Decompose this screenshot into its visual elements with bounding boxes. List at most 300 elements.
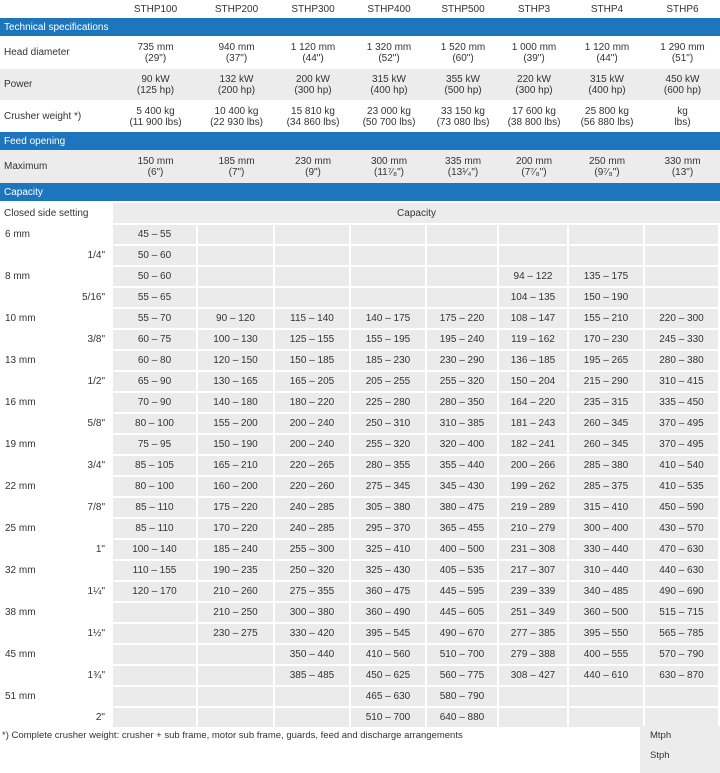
spec-value-line: (11 900 lbs) — [129, 116, 182, 128]
capacity-value: 220 – 260 — [275, 475, 351, 496]
setting-mm: 25 mm — [5, 523, 36, 534]
capacity-value: 104 – 135 — [499, 286, 569, 307]
capacity-row — [0, 496, 720, 517]
capacity-value — [198, 664, 275, 685]
spec-value-line: 1 120 mm — [584, 41, 630, 53]
feed-label: Maximum — [0, 150, 113, 183]
model-header: STHP500 — [441, 3, 485, 15]
spec-value — [351, 36, 427, 68]
setting-mm: 51 mm — [5, 691, 36, 702]
spec-value — [499, 36, 569, 68]
setting-inch: 1/4" — [87, 250, 105, 261]
feed-value-line: (13¹⁄₄") — [447, 166, 479, 178]
setting-mm: 22 mm — [5, 481, 36, 492]
setting-cell — [0, 517, 113, 538]
setting-inch: 5/8" — [87, 418, 105, 429]
spec-value-line: (38 800 lbs) — [507, 116, 561, 128]
capacity-row — [0, 328, 720, 349]
spec-value-line: (51") — [671, 52, 694, 64]
setting-inch: 7/8" — [87, 502, 105, 513]
capacity-value: 175 – 220 — [198, 496, 275, 517]
capacity-value: 200 – 240 — [275, 433, 351, 454]
spec-value — [198, 100, 275, 132]
capacity-value: 285 – 380 — [569, 454, 645, 475]
setting-cell — [0, 433, 113, 454]
capacity-row — [0, 622, 720, 643]
feed-value — [198, 150, 275, 183]
feed-row — [0, 150, 720, 183]
spec-value-line: (125 hp) — [136, 84, 175, 96]
spec-value-line: 10 400 kg — [214, 105, 259, 117]
spec-value-line: (73 080 lbs) — [436, 116, 490, 128]
feed-value — [351, 150, 427, 183]
capacity-value: 215 – 290 — [569, 370, 645, 391]
capacity-value: 310 – 415 — [645, 370, 720, 391]
spec-value — [499, 100, 569, 132]
capacity-value — [645, 706, 720, 727]
spec-value — [198, 36, 275, 68]
capacity-value — [351, 244, 427, 265]
capacity-value: 360 – 490 — [351, 601, 427, 622]
model-header: STHP200 — [214, 3, 259, 15]
unit-stph: Stph — [650, 750, 670, 761]
spec-value-line: 1 520 mm — [440, 41, 486, 53]
model-header: STHP100 — [133, 3, 178, 15]
capacity-value — [113, 706, 198, 727]
spec-label: Head diameter — [0, 36, 113, 68]
setting-cell — [0, 685, 113, 706]
capacity-value — [113, 601, 198, 622]
capacity-value: 85 – 110 — [113, 517, 198, 538]
spec-value-line: 315 kW — [590, 73, 624, 85]
feed-value — [499, 150, 569, 183]
spec-value-line: (39") — [523, 52, 545, 64]
spec-value-line: 1 000 mm — [511, 41, 557, 53]
setting-cell — [0, 412, 113, 433]
capacity-value: 245 – 330 — [645, 328, 720, 349]
feed-value — [645, 150, 720, 183]
capacity-value: 365 – 455 — [427, 517, 499, 538]
capacity-value: 150 – 190 — [198, 433, 275, 454]
capacity-value: 310 – 385 — [427, 412, 499, 433]
spec-value-line: (600 hp) — [663, 84, 702, 96]
spec-value — [427, 68, 499, 100]
capacity-row — [0, 601, 720, 622]
spec-value — [569, 36, 645, 68]
capacity-value: 110 – 155 — [113, 559, 198, 580]
capacity-value: 190 – 235 — [198, 559, 275, 580]
capacity-row — [0, 454, 720, 475]
capacity-value — [113, 664, 198, 685]
capacity-value: 182 – 241 — [499, 433, 569, 454]
spec-value-line: (34 860 lbs) — [286, 116, 340, 128]
spec-value-line: 132 kW — [219, 73, 254, 85]
capacity-row — [0, 244, 720, 265]
setting-cell — [0, 454, 113, 475]
spec-value — [351, 68, 427, 100]
capacity-value: 75 – 95 — [113, 433, 198, 454]
capacity-value: 490 – 670 — [427, 622, 499, 643]
spec-value-line: (52") — [378, 52, 400, 64]
capacity-value: 175 – 220 — [427, 307, 499, 328]
setting-cell — [0, 370, 113, 391]
capacity-value: 136 – 185 — [499, 349, 569, 370]
capacity-value: 515 – 715 — [645, 601, 720, 622]
capacity-value: 165 – 205 — [275, 370, 351, 391]
capacity-value: 300 – 400 — [569, 517, 645, 538]
capacity-row — [0, 664, 720, 685]
spec-value — [427, 100, 499, 132]
feed-value-line: (9") — [305, 166, 321, 178]
capacity-value: 150 – 204 — [499, 370, 569, 391]
capacity-value: 220 – 265 — [275, 454, 351, 475]
setting-cell — [0, 559, 113, 580]
capacity-value: 280 – 380 — [645, 349, 720, 370]
spec-value-line: (22 930 lbs) — [210, 116, 263, 128]
spec-value — [275, 100, 351, 132]
capacity-row — [0, 475, 720, 496]
spec-value-line: (400 hp) — [588, 84, 626, 96]
capacity-value: 90 – 120 — [198, 307, 275, 328]
section-technical — [0, 18, 720, 36]
model-header-row — [0, 0, 720, 18]
capacity-value — [275, 244, 351, 265]
capacity-value — [499, 244, 569, 265]
section-feed — [0, 132, 720, 150]
setting-inch: 1¾" — [87, 670, 105, 681]
capacity-value: 320 – 400 — [427, 433, 499, 454]
setting-mm: 19 mm — [5, 439, 36, 450]
spec-value — [499, 68, 569, 100]
capacity-value: 50 – 60 — [113, 244, 198, 265]
capacity-row — [0, 685, 720, 706]
setting-mm: 6 mm — [5, 229, 30, 240]
capacity-row — [0, 559, 720, 580]
capacity-value: 94 – 122 — [499, 265, 569, 286]
capacity-value — [569, 244, 645, 265]
capacity-value — [113, 685, 198, 706]
setting-inch: 2" — [95, 712, 105, 723]
capacity-value: 430 – 570 — [645, 517, 720, 538]
setting-cell — [0, 664, 113, 685]
capacity-value: 345 – 430 — [427, 475, 499, 496]
spec-value-line: 1 290 mm — [660, 41, 705, 53]
capacity-value: 164 – 220 — [499, 391, 569, 412]
capacity-value: 45 – 55 — [113, 223, 198, 244]
feed-value-line: (7") — [228, 166, 245, 178]
capacity-row — [0, 706, 720, 727]
capacity-value: 410 – 540 — [645, 454, 720, 475]
capacity-value: 170 – 230 — [569, 328, 645, 349]
setting-cell — [0, 349, 113, 370]
capacity-row — [0, 412, 720, 433]
capacity-value: 55 – 65 — [113, 286, 198, 307]
spec-value — [113, 100, 198, 132]
capacity-value — [275, 706, 351, 727]
capacity-value: 219 – 289 — [499, 496, 569, 517]
capacity-value — [275, 223, 351, 244]
capacity-value — [351, 265, 427, 286]
capacity-value: 330 – 440 — [569, 538, 645, 559]
setting-inch: 1½" — [87, 628, 105, 639]
spec-row — [0, 100, 720, 132]
capacity-value — [645, 286, 720, 307]
setting-cell — [0, 622, 113, 643]
capacity-value: 470 – 630 — [645, 538, 720, 559]
spec-value — [113, 36, 198, 68]
capacity-value: 280 – 350 — [427, 391, 499, 412]
spec-value-line: 315 kW — [372, 73, 406, 85]
spec-value-line: kg — [677, 105, 688, 117]
spec-value — [427, 36, 499, 68]
capacity-value: 360 – 500 — [569, 601, 645, 622]
capacity-value: 445 – 595 — [427, 580, 499, 601]
capacity-value — [198, 286, 275, 307]
capacity-value: 210 – 250 — [198, 601, 275, 622]
capacity-value: 340 – 485 — [569, 580, 645, 601]
capacity-value: 255 – 300 — [275, 538, 351, 559]
spec-value-line: 17 600 kg — [512, 105, 556, 117]
capacity-row — [0, 286, 720, 307]
setting-cell — [0, 244, 113, 265]
capacity-value: 85 – 105 — [113, 454, 198, 475]
capacity-value: 405 – 535 — [427, 559, 499, 580]
capacity-value: 108 – 147 — [499, 307, 569, 328]
feed-value-line: (7⁷⁄₈") — [521, 166, 547, 178]
capacity-value — [427, 265, 499, 286]
capacity-value — [427, 223, 499, 244]
capacity-value: 279 – 388 — [499, 643, 569, 664]
capacity-value: 490 – 690 — [645, 580, 720, 601]
spec-value-line: lbs) — [674, 116, 691, 128]
capacity-value — [499, 706, 569, 727]
capacity-value: 195 – 265 — [569, 349, 645, 370]
spec-value-line: (400 hp) — [370, 84, 408, 96]
capacity-value: 210 – 260 — [198, 580, 275, 601]
spec-value — [569, 68, 645, 100]
capacity-value: 210 – 279 — [499, 517, 569, 538]
model-header: STHP6 — [666, 3, 699, 15]
capacity-value: 277 – 385 — [499, 622, 569, 643]
capacity-value: 115 – 140 — [275, 307, 351, 328]
model-header: STHP3 — [517, 3, 551, 15]
spec-value — [275, 36, 351, 68]
capacity-value: 150 – 185 — [275, 349, 351, 370]
capacity-value — [569, 685, 645, 706]
footer — [0, 726, 720, 773]
capacity-value: 140 – 175 — [351, 307, 427, 328]
feed-value-line: 200 mm — [515, 155, 553, 167]
feed-value-line: 150 mm — [137, 155, 174, 167]
capacity-value — [427, 286, 499, 307]
feed-value-line: 330 mm — [664, 155, 701, 167]
feed-value-line: 230 mm — [294, 155, 332, 167]
capacity-value: 85 – 110 — [113, 496, 198, 517]
capacity-value — [645, 265, 720, 286]
spec-value-line: (50 700 lbs) — [362, 116, 416, 128]
capacity-value: 355 – 440 — [427, 454, 499, 475]
capacity-value: 300 – 380 — [275, 601, 351, 622]
unit-mtph: Mtph — [650, 730, 672, 741]
feed-value-line: (13") — [671, 166, 694, 178]
capacity-value: 119 – 162 — [499, 328, 569, 349]
spec-value-line: (500 hp) — [444, 84, 482, 96]
capacity-value: 231 – 308 — [499, 538, 569, 559]
feed-value — [569, 150, 645, 183]
spec-row — [0, 68, 720, 100]
capacity-value: 140 – 180 — [198, 391, 275, 412]
capacity-value: 275 – 345 — [351, 475, 427, 496]
spec-value-line: 33 150 kg — [441, 105, 485, 117]
setting-cell — [0, 391, 113, 412]
spec-value-line: (44") — [302, 52, 324, 64]
spec-value-line: 220 kW — [517, 73, 551, 85]
capacity-value: 360 – 475 — [351, 580, 427, 601]
section-capacity — [0, 183, 720, 201]
capacity-value — [499, 685, 569, 706]
setting-mm: 32 mm — [5, 565, 36, 576]
capacity-value: 440 – 630 — [645, 559, 720, 580]
spec-value-line: 90 kW — [141, 73, 170, 85]
capacity-value: 260 – 345 — [569, 433, 645, 454]
capacity-value — [198, 265, 275, 286]
setting-inch: 3/8" — [87, 334, 105, 345]
capacity-value: 450 – 625 — [351, 664, 427, 685]
feed-value — [427, 150, 499, 183]
capacity-value: 315 – 410 — [569, 496, 645, 517]
capacity-value: 445 – 605 — [427, 601, 499, 622]
spec-value — [113, 68, 198, 100]
capacity-value — [198, 643, 275, 664]
capacity-value: 465 – 630 — [351, 685, 427, 706]
setting-inch: 5/16" — [81, 292, 105, 303]
setting-cell — [0, 643, 113, 664]
spec-value-line: (300 hp) — [515, 84, 553, 96]
capacity-value — [198, 223, 275, 244]
capacity-value: 205 – 255 — [351, 370, 427, 391]
setting-inch: 1¼" — [87, 586, 105, 597]
spec-value — [351, 100, 427, 132]
capacity-value — [645, 244, 720, 265]
spec-value-line: (44") — [596, 52, 618, 64]
capacity-value — [569, 706, 645, 727]
setting-mm: 16 mm — [5, 397, 36, 408]
capacity-value: 250 – 320 — [275, 559, 351, 580]
capacity-value — [645, 223, 720, 244]
setting-mm: 8 mm — [5, 271, 30, 282]
setting-cell — [0, 496, 113, 517]
section-title: Feed opening — [0, 132, 720, 150]
capacity-value: 55 – 70 — [113, 307, 198, 328]
spec-value-line: 940 mm — [218, 41, 255, 53]
capacity-value: 160 – 200 — [198, 475, 275, 496]
capacity-row — [0, 223, 720, 244]
spec-value-line: 25 800 kg — [585, 105, 629, 117]
capacity-value: 170 – 220 — [198, 517, 275, 538]
capacity-value: 100 – 140 — [113, 538, 198, 559]
capacity-value: 80 – 100 — [113, 412, 198, 433]
spec-value-line: (300 hp) — [294, 84, 332, 96]
spec-value-line: 1 320 mm — [366, 41, 412, 53]
capacity-value: 240 – 285 — [275, 496, 351, 517]
spec-value-line: 355 kW — [446, 73, 480, 85]
capacity-value: 370 – 495 — [645, 433, 720, 454]
capacity-value — [499, 223, 569, 244]
capacity-value: 185 – 240 — [198, 538, 275, 559]
capacity-value: 330 – 420 — [275, 622, 351, 643]
capacity-value: 155 – 195 — [351, 328, 427, 349]
footnote: *) Complete crusher weight: crusher + sub frame, motor sub frame, guards, feed and discharge arrangements — [2, 730, 463, 741]
capacity-value: 150 – 190 — [569, 286, 645, 307]
section-title: Capacity — [0, 183, 720, 201]
capacity-value: 325 – 430 — [351, 559, 427, 580]
capacity-value — [198, 706, 275, 727]
capacity-value: 410 – 535 — [645, 475, 720, 496]
capacity-value: 220 – 300 — [645, 307, 720, 328]
spec-label: Crusher weight *) — [0, 100, 113, 132]
capacity-value: 100 – 130 — [198, 328, 275, 349]
spec-label: Power — [0, 68, 113, 100]
capacity-value: 335 – 450 — [645, 391, 720, 412]
capacity-value: 580 – 790 — [427, 685, 499, 706]
capacity-value — [198, 685, 275, 706]
capacity-value: 155 – 200 — [198, 412, 275, 433]
setting-inch: 1" — [95, 544, 105, 555]
spec-value-line: 735 mm — [137, 41, 174, 53]
capacity-value: 350 – 440 — [275, 643, 351, 664]
setting-mm: 45 mm — [5, 649, 36, 660]
setting-cell — [0, 601, 113, 622]
setting-inch: 3/4" — [87, 460, 105, 471]
spec-value — [645, 68, 720, 100]
capacity-value: 125 – 155 — [275, 328, 351, 349]
header-blank — [0, 0, 113, 18]
spec-value-line: (200 hp) — [217, 84, 256, 96]
capacity-value: 295 – 370 — [351, 517, 427, 538]
capacity-value: 50 – 60 — [113, 265, 198, 286]
capacity-row — [0, 433, 720, 454]
capacity-value — [427, 244, 499, 265]
capacity-value: 255 – 320 — [427, 370, 499, 391]
capacity-row — [0, 580, 720, 601]
capacity-value: 235 – 315 — [569, 391, 645, 412]
spec-row — [0, 36, 720, 68]
capacity-row — [0, 538, 720, 559]
spec-value — [645, 36, 720, 68]
capacity-value: 510 – 700 — [427, 643, 499, 664]
setting-cell — [0, 538, 113, 559]
spec-value-line: (29") — [144, 52, 167, 64]
feed-value-line: (9⁷⁄₈") — [594, 166, 620, 178]
capacity-value: 305 – 380 — [351, 496, 427, 517]
capacity-value: 130 – 165 — [198, 370, 275, 391]
spec-value-line: 5 400 kg — [136, 105, 175, 117]
setting-inch: 1/2" — [87, 376, 105, 387]
capacity-value: 70 – 90 — [113, 391, 198, 412]
spec-value — [569, 100, 645, 132]
capacity-value: 60 – 80 — [113, 349, 198, 370]
capacity-value — [645, 685, 720, 706]
section-title: Technical specifications — [0, 18, 720, 36]
setting-cell — [0, 580, 113, 601]
capacity-value — [113, 643, 198, 664]
capacity-value: 200 – 266 — [499, 454, 569, 475]
capacity-value — [275, 286, 351, 307]
spec-value-line: 1 120 mm — [290, 41, 336, 53]
capacity-value — [351, 223, 427, 244]
feed-value-line: 335 mm — [444, 155, 482, 167]
capacity-value — [569, 223, 645, 244]
